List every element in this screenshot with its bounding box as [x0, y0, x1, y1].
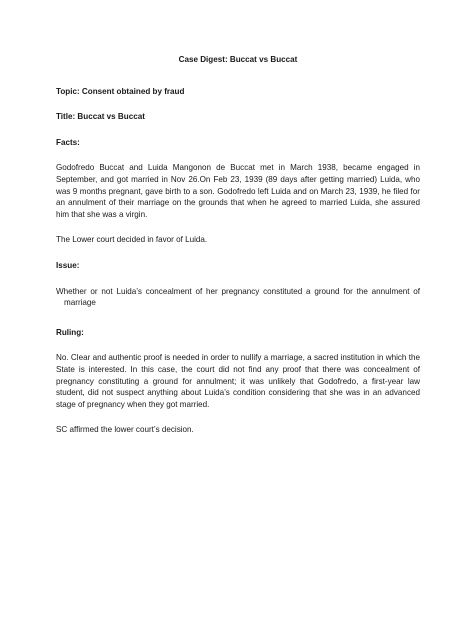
issue-heading: Issue: [56, 260, 80, 270]
issue-paragraph: Whether or not Luida’s concealment of her pregnancy constituted a ground for the annulment of marriage [56, 286, 420, 308]
topic-heading: Topic: Consent obtained by fraud [56, 86, 185, 96]
lower-court-paragraph: The Lower court decided in favor of Luida. [56, 235, 208, 245]
ruling-paragraph: No. Clear and authentic proof is needed in order to nullify a marriage, a sacred institution in which the State is interested. In this case, the court did not find any proof that there was concealment of pregnancy constituting a ground for annulment; it was unlikely that Godofredo, a first-year law student, did not suspect anything about Luida’s condition considering that she was in an advanced stage of pregnancy when they got married. [56, 353, 420, 409]
facts-heading: Facts: [56, 137, 80, 147]
conclusion-paragraph: SC affirmed the lower court’s decision. [56, 425, 194, 435]
case-title-heading: Title: Buccat vs Buccat [56, 112, 145, 122]
document-title: Case Digest: Buccat vs Buccat [178, 55, 298, 64]
document-page [56, 46, 420, 450]
facts-paragraph: Godofredo Buccat and Luida Mangonon de Buccat met in March 1938, became engaged in September, and got married in Nov 26.On Feb 23, 1939 (89 days after getting married) Luida, who was 9 months pregnant, gave birth to a son. Godofredo left Luida and on March 23, 1939, he filed for an annulment of their marriage on the grounds that when he agreed to married Luida, she assured him that she was a virgin. [56, 163, 420, 219]
ruling-heading: Ruling: [56, 327, 84, 337]
